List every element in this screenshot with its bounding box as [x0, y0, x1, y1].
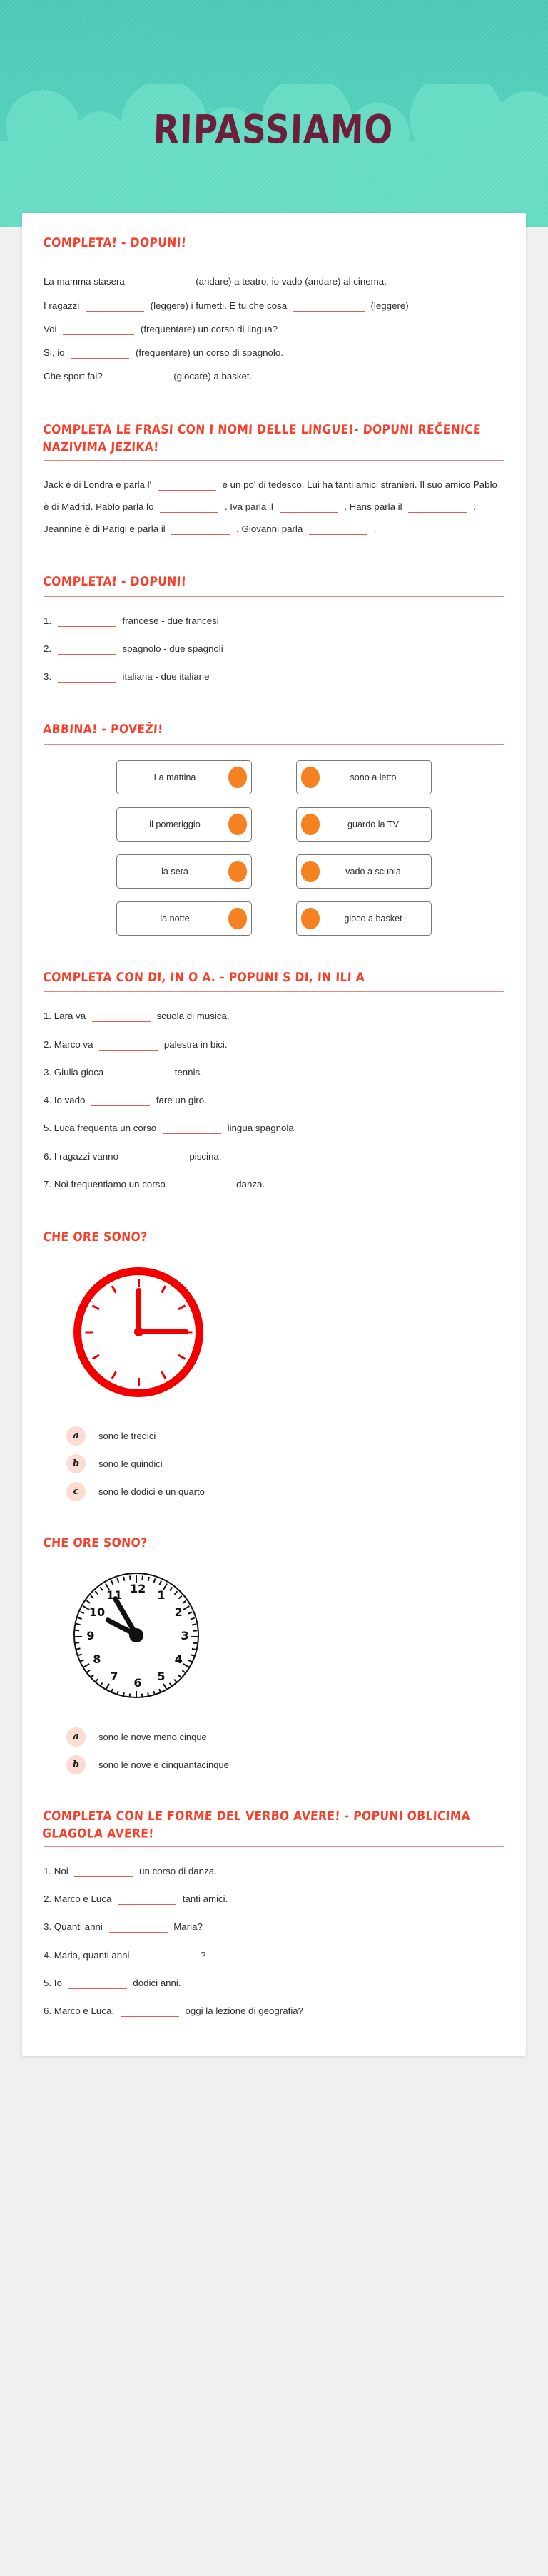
- item-text: palestra in bici.: [163, 1038, 228, 1050]
- clock-tick: [95, 1591, 98, 1595]
- item-text: tennis.: [174, 1066, 203, 1078]
- exercise-item: [44, 1117, 504, 1139]
- item-number: 4.: [44, 1095, 52, 1106]
- connector-dot-icon[interactable]: [228, 767, 247, 788]
- clock-tick: [193, 1642, 197, 1644]
- item-number: 5.: [44, 1123, 52, 1134]
- match-card-right[interactable]: [296, 901, 432, 936]
- line-text: . Hans parla il: [344, 501, 402, 512]
- item-text: lingua spagnola.: [227, 1123, 297, 1134]
- clock-numeral: 12: [130, 1581, 146, 1595]
- option-text: sono le quindici: [98, 1458, 163, 1469]
- clock-tick: [178, 1595, 182, 1599]
- worksheet-card: [22, 213, 526, 2056]
- match-card-left[interactable]: [116, 760, 252, 794]
- answer-blank[interactable]: [163, 1124, 221, 1134]
- section-title: ABBINA! - POVEŽI!: [42, 722, 164, 737]
- item-text: Giulia gioca: [54, 1066, 104, 1078]
- item-number: 1.: [44, 1865, 52, 1876]
- item-text: Io: [54, 1977, 62, 1988]
- section-preposizioni: [44, 968, 504, 1195]
- matching-row: [44, 854, 504, 889]
- exercise-item: [44, 1061, 504, 1083]
- item-text: Marco va: [54, 1038, 93, 1050]
- item-number: 2.: [44, 1893, 52, 1905]
- answer-blank[interactable]: [63, 325, 134, 335]
- section-title: COMPLETA! - DOPUNI!: [42, 235, 187, 250]
- clock-tick: [159, 1580, 162, 1585]
- divider: [44, 460, 504, 461]
- connector-dot-icon[interactable]: [301, 908, 320, 929]
- clock-numeral: 11: [106, 1588, 123, 1602]
- answer-blank[interactable]: [86, 302, 144, 312]
- item-number: 2.: [44, 1038, 52, 1050]
- item-number: 3.: [44, 1921, 52, 1933]
- clock-tick: [178, 1675, 182, 1678]
- option-row[interactable]: [66, 1727, 504, 1747]
- section-completa-dopuni-2: [44, 573, 504, 688]
- clock-tick: [80, 1660, 84, 1662]
- clock-center-pin: [129, 1628, 143, 1642]
- match-label: la notte: [160, 913, 190, 924]
- clock-tick: [111, 1580, 113, 1585]
- line-text: Che sport fai?: [44, 371, 103, 382]
- answer-blank[interactable]: [131, 278, 190, 288]
- clock-numeral: 6: [133, 1675, 142, 1690]
- clock-tick: [111, 1285, 116, 1293]
- answer-blank[interactable]: [171, 525, 230, 535]
- clock-image-wrapper: [44, 1557, 504, 1708]
- exercise-item: [44, 1145, 504, 1167]
- item-number: 6.: [44, 1150, 52, 1162]
- section-title: CHE ORE SONO?: [42, 1230, 148, 1244]
- section-title: COMPLETA CON DI, IN O A. - POPUNI S DI, IN ILI A: [42, 970, 365, 985]
- item-text: Marco e Luca: [54, 1893, 112, 1905]
- item-number: 7.: [44, 1178, 52, 1190]
- clock-tick: [91, 1304, 99, 1310]
- item-text: piscina.: [189, 1150, 222, 1162]
- clock-tick: [191, 1617, 195, 1620]
- answer-blank[interactable]: [136, 1951, 194, 1961]
- clock-tick: [153, 1691, 156, 1695]
- item-text: scuola di musica.: [156, 1011, 230, 1022]
- clock-numeral: 3: [181, 1628, 189, 1642]
- clock-tick: [76, 1648, 81, 1650]
- clock-tick: [76, 1623, 81, 1625]
- line-text: . Giovanni parla: [236, 523, 303, 535]
- answer-blank[interactable]: [293, 302, 365, 312]
- section-completa-dopuni-1: [44, 234, 504, 388]
- exercise-line: [44, 342, 504, 364]
- answer-blank[interactable]: [125, 1152, 183, 1162]
- answer-blank[interactable]: [74, 1867, 133, 1877]
- item-text: francese - due francesi: [122, 615, 219, 626]
- line-text: (leggere): [370, 300, 409, 311]
- divider: [44, 991, 504, 992]
- options-list: [44, 1426, 504, 1501]
- clock-tick: [123, 1577, 125, 1581]
- item-text: Quanti anni: [54, 1921, 103, 1933]
- answer-blank[interactable]: [158, 481, 216, 491]
- clock-tick: [100, 1587, 103, 1591]
- exercise-item: [44, 1860, 504, 1882]
- clock-tick: [95, 1679, 98, 1682]
- clock-numeral: 4: [174, 1652, 183, 1666]
- matching-row: [44, 807, 504, 842]
- option-text: sono le tredici: [98, 1430, 156, 1441]
- option-text: sono le dodici e un quarto: [98, 1486, 205, 1497]
- clock-tick: [192, 1623, 196, 1625]
- line-text: (andare) a teatro, io vado (andare) al cinema.: [196, 276, 387, 287]
- match-card-left[interactable]: [116, 901, 252, 936]
- clock-tick: [138, 1279, 140, 1287]
- answer-blank[interactable]: [92, 1012, 151, 1022]
- option-text: sono le nove e cinquantacinque: [98, 1759, 229, 1770]
- clock-tick: [91, 1354, 99, 1359]
- match-card-right[interactable]: [296, 854, 432, 889]
- analog-clock-red-icon: [73, 1267, 203, 1397]
- clock-tick: [136, 1691, 137, 1698]
- item-text: Lara va: [54, 1011, 86, 1022]
- section-title: COMPLETA! - DOPUNI!: [42, 574, 187, 589]
- divider: [44, 596, 504, 597]
- answer-blank[interactable]: [99, 1041, 158, 1051]
- connector-dot-icon[interactable]: [228, 814, 247, 835]
- clock-numeral: 7: [110, 1670, 118, 1684]
- item-text: ?: [200, 1949, 206, 1961]
- exercise-item: [44, 1005, 504, 1027]
- clock-center-pin: [134, 1327, 143, 1336]
- clock-image-wrapper: [44, 1252, 504, 1407]
- clock-tick: [174, 1679, 178, 1682]
- item-text: oggi la lezione di geografia?: [185, 2005, 304, 2017]
- clock-tick: [159, 1689, 162, 1693]
- item-number: 5.: [44, 1977, 52, 1988]
- item-number: 3.: [44, 671, 52, 683]
- matching-row: [44, 901, 504, 936]
- page-title: RIPASSIAMO: [152, 107, 395, 153]
- answer-blank[interactable]: [68, 1979, 127, 1989]
- answer-blank[interactable]: [58, 673, 116, 683]
- line-text: La mamma stasera: [44, 276, 125, 287]
- item-text: I ragazzi vanno: [54, 1150, 118, 1162]
- section-lingue: [41, 421, 504, 541]
- option-badge: c: [66, 1482, 86, 1501]
- answer-blank[interactable]: [280, 503, 338, 513]
- clock-tick: [182, 1600, 186, 1604]
- exercise-item: [44, 1033, 504, 1056]
- clock-numeral: 2: [174, 1605, 183, 1619]
- exercise-item: [44, 1888, 504, 1910]
- match-card-left[interactable]: [116, 854, 252, 889]
- exercise-item: [44, 638, 504, 660]
- clock-minute-hand: [138, 1329, 188, 1334]
- clock-numeral: 10: [88, 1605, 106, 1619]
- answer-blank[interactable]: [160, 503, 218, 513]
- clock-tick: [86, 1670, 91, 1673]
- item-number: 1.: [44, 615, 52, 626]
- clock-tick: [117, 1691, 119, 1695]
- clock-tick: [80, 1611, 84, 1614]
- options-list: [44, 1727, 504, 1774]
- section-che-ore-sono-1: [44, 1228, 504, 1501]
- option-text: sono le nove meno cinque: [98, 1731, 207, 1742]
- clock-tick: [182, 1670, 186, 1673]
- cloud-decoration: [0, 84, 548, 227]
- exercise-line: [44, 365, 504, 387]
- match-card-left[interactable]: [116, 807, 252, 842]
- exercise-item: [44, 1972, 504, 1994]
- item-text: Maria?: [173, 1921, 203, 1933]
- divider: [44, 744, 504, 745]
- line-text: (leggere) i fumetti. E tu che cosa: [150, 300, 288, 311]
- item-text: spagnolo - due spagnoli: [122, 643, 223, 654]
- exercise-item: [44, 1916, 504, 1938]
- clock-tick: [78, 1654, 82, 1656]
- match-label: gioco a basket: [344, 913, 402, 924]
- connector-dot-icon[interactable]: [228, 861, 247, 882]
- line-text: e un po' di tedesco. Lui ha tanti amici stranieri. Il suo amico Pablo è di Madrid. Pablo parla lo: [44, 479, 497, 512]
- clock-tick: [75, 1630, 79, 1631]
- clock-tick: [169, 1682, 173, 1687]
- section-abbina: [44, 720, 504, 935]
- item-text: danza.: [236, 1178, 265, 1190]
- answer-blank[interactable]: [109, 1923, 168, 1933]
- exercise-line: [44, 318, 504, 340]
- section-title: COMPLETA LE FRASI CON I NOMI DELLE LINGUE!- DOPUNI REČENICE NAZIVIMA JEZIKA!: [41, 421, 482, 455]
- clock-tick: [153, 1578, 156, 1583]
- match-label: la sera: [161, 866, 188, 876]
- line-text: (giocare) a basket.: [173, 371, 253, 382]
- option-badge: a: [66, 1426, 86, 1446]
- exercise-line: [44, 295, 504, 317]
- exercise-item: [44, 1944, 504, 1966]
- match-label: il pomeriggio: [149, 819, 201, 829]
- clock-numeral: 9: [86, 1628, 95, 1642]
- clock-tick: [117, 1578, 119, 1583]
- clock-tick: [142, 1575, 143, 1580]
- line-text: I ragazzi: [44, 300, 80, 311]
- option-badge: a: [66, 1727, 86, 1747]
- item-text: Noi: [54, 1865, 68, 1876]
- option-row[interactable]: [66, 1482, 504, 1501]
- clock-tick: [163, 1683, 168, 1690]
- item-text: Marco e Luca,: [54, 2005, 115, 2017]
- clock-tick: [86, 1600, 91, 1604]
- option-row[interactable]: [66, 1454, 504, 1473]
- item-text: fare un giro.: [156, 1095, 207, 1106]
- option-row[interactable]: [66, 1755, 504, 1774]
- clock-tick: [100, 1682, 103, 1687]
- clock-tick: [178, 1354, 186, 1359]
- analog-clock-bw-icon: [73, 1573, 199, 1698]
- clock-tick: [142, 1693, 143, 1697]
- clock-hour-hand: [136, 1288, 141, 1332]
- clock-tick: [129, 1575, 131, 1580]
- clock-tick: [161, 1285, 166, 1293]
- clock-tick: [91, 1595, 94, 1599]
- clock-tick: [111, 1689, 113, 1693]
- clock-tick: [192, 1648, 196, 1650]
- option-row[interactable]: [66, 1426, 504, 1446]
- item-text: Luca frequenta un corso: [54, 1123, 157, 1134]
- connector-dot-icon[interactable]: [301, 861, 320, 882]
- item-number: 1.: [44, 1011, 52, 1022]
- match-label: La mattina: [153, 772, 196, 782]
- option-badge: b: [66, 1454, 86, 1473]
- answer-blank[interactable]: [118, 1895, 176, 1905]
- match-label: sono a letto: [350, 772, 397, 782]
- item-number: 3.: [44, 1066, 52, 1078]
- clock-tick: [91, 1675, 94, 1678]
- section-che-ore-sono-2: [44, 1534, 504, 1774]
- clock-tick: [148, 1577, 150, 1581]
- line-text: .: [373, 523, 377, 535]
- exercise-line: [44, 270, 504, 292]
- line-text: (frequentare) un corso di spagnolo.: [135, 347, 283, 359]
- line-text: Jack è di Londra e parla l': [44, 479, 152, 490]
- item-text: Io vado: [54, 1095, 86, 1106]
- line-text: . Iva parla il: [224, 501, 273, 512]
- section-title: CHE ORE SONO?: [42, 1535, 148, 1550]
- item-text: tanti amici.: [182, 1893, 228, 1905]
- clock-tick: [105, 1683, 110, 1690]
- clock-numeral: 8: [93, 1652, 101, 1666]
- exercise-item: [44, 2000, 504, 2022]
- answer-blank[interactable]: [58, 645, 116, 655]
- section-title: COMPLETA CON LE FORME DEL VERBO AVERE! - POPUNI OBLICIMA GLAGOLA AVERE!: [41, 1809, 471, 1841]
- item-number: 6.: [44, 2005, 52, 2017]
- clock-numeral: 1: [157, 1588, 166, 1602]
- item-text: italiana - due italiane: [122, 671, 210, 683]
- clock-tick: [123, 1692, 125, 1697]
- clock-tick: [161, 1371, 166, 1379]
- clock-numeral: 5: [157, 1670, 166, 1684]
- answer-blank[interactable]: [108, 372, 167, 382]
- line-text: Voi: [44, 323, 57, 334]
- connector-dot-icon[interactable]: [301, 767, 320, 788]
- clock-tick: [129, 1693, 131, 1697]
- connector-dot-icon[interactable]: [301, 814, 320, 835]
- item-text: Noi frequentiamo un corso: [54, 1178, 166, 1190]
- answer-blank[interactable]: [121, 2007, 179, 2017]
- match-card-right[interactable]: [296, 760, 432, 794]
- item-number: 2.: [44, 643, 52, 654]
- exercise-item: [44, 1173, 504, 1195]
- clock-tick: [193, 1630, 197, 1631]
- section-verbo-avere: [41, 1807, 504, 2022]
- item-text: dodici anni.: [133, 1977, 181, 1988]
- line-text: Si, io: [44, 347, 65, 359]
- clock-tick: [138, 1378, 140, 1386]
- answer-blank[interactable]: [71, 349, 129, 359]
- item-text: Maria, quanti anni: [54, 1949, 130, 1961]
- page-header: [0, 0, 548, 227]
- matching-grid: [44, 757, 504, 936]
- option-badge: b: [66, 1755, 86, 1774]
- match-label: guardo la TV: [347, 819, 399, 829]
- clock-tick: [174, 1591, 178, 1595]
- clock-tick: [191, 1654, 195, 1656]
- answer-blank[interactable]: [58, 617, 116, 627]
- exercise-item: [44, 610, 504, 632]
- answer-blank[interactable]: [91, 1096, 150, 1106]
- exercise-item: [44, 1089, 504, 1111]
- clock-tick: [188, 1660, 193, 1662]
- clock-tick: [169, 1587, 173, 1591]
- matching-row: [44, 760, 504, 794]
- answer-blank[interactable]: [408, 503, 467, 513]
- match-card-right[interactable]: [296, 807, 432, 842]
- clock-tick: [148, 1692, 150, 1697]
- connector-dot-icon[interactable]: [228, 908, 247, 929]
- clock-tick: [111, 1371, 116, 1379]
- line-text: . Jeannine è di Parigi e parla il: [44, 501, 476, 535]
- exercise-paragraph: [44, 474, 504, 541]
- answer-blank[interactable]: [309, 525, 367, 535]
- clock-tick: [75, 1636, 82, 1637]
- line-text: (frequentare) un corso di lingua?: [140, 323, 278, 334]
- answer-blank[interactable]: [171, 1180, 230, 1190]
- divider: [44, 1846, 504, 1847]
- clock-tick: [78, 1617, 82, 1620]
- clock-tick: [85, 1331, 93, 1333]
- clock-tick: [188, 1611, 193, 1614]
- clock-tick: [75, 1642, 79, 1644]
- clock-tick: [178, 1304, 186, 1310]
- exercise-item: [44, 665, 504, 688]
- item-text: un corso di danza.: [139, 1865, 217, 1876]
- answer-blank[interactable]: [110, 1068, 168, 1078]
- item-number: 4.: [44, 1949, 52, 1961]
- match-label: vado a scuola: [345, 866, 401, 876]
